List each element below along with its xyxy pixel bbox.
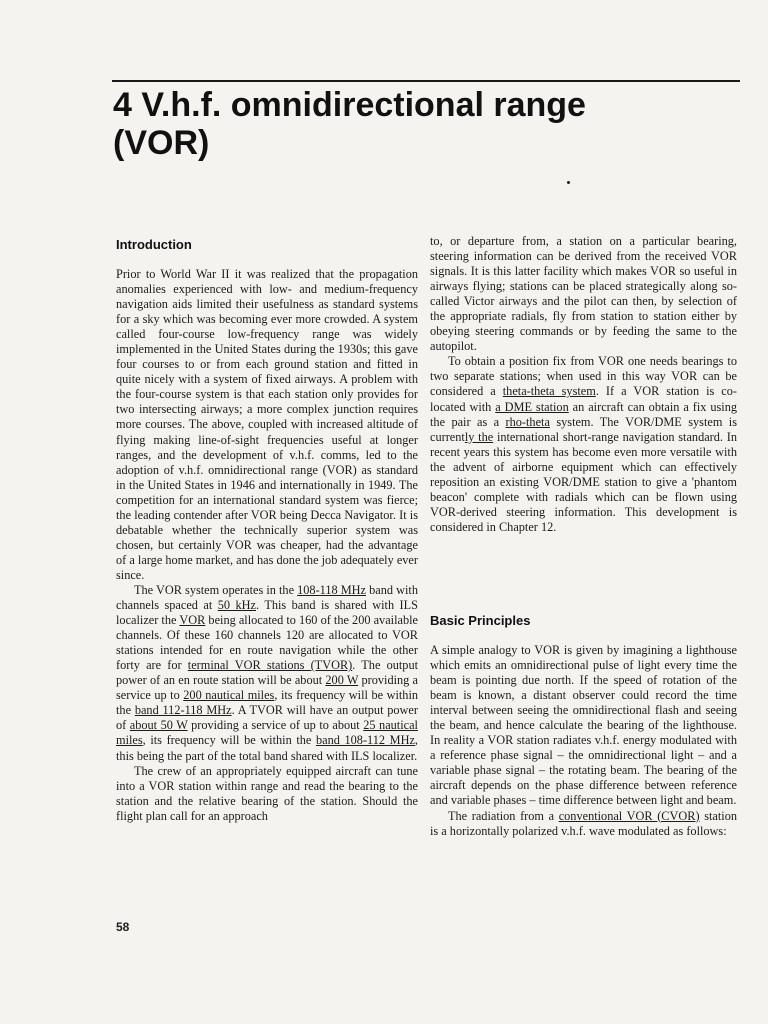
section-heading-introduction: Introduction: [116, 237, 192, 252]
basic-paragraph-2: The radiation from a conventional VOR (CVOR) station is a horizontally polarized v.h.f. wave modulated as follows:: [430, 808, 737, 838]
basic-principles-body: [430, 643, 737, 839]
right-column: [430, 234, 737, 535]
right-paragraph-2: To obtain a position fix from VOR one needs bearings to two separate stations; when used in this way VOR can be considered a theta-theta system. If a VOR station is co-located with a DME station an aircraft can obtain a fix using the pair as a rho-theta system. The VOR/DME system is currently the international short-range navigation standard. In recent years this system has become even more versatile with the advent of airborne equipment which can effectively reposition an existing VOR/DME station to give a 'phantom beacon' complete with radials which can be flown using VOR-derived steering information. This development is considered in Chapter 12.: [430, 354, 738, 534]
intro-paragraph-1: Prior to World War II it was realized that the propagation anomalies experienced with low- and medium-frequency navigation aids limited their usefulness as standard systems for a sky which was becoming ever more crowded. A system called four-course low-frequency range was widely implemented in the United States during the 1930s; this gave four courses to or from each ground station and fitted in quite nicely with a system of fixed airways. A problem with the four-course system is that each station only provides for two intersecting airways; a more complex junction requires more courses. The above, coupled with increased altitude of flying making line-of-sight frequencies useful at longer ranges, and the development of v.h.f. comms, led to the adoption of v.h.f. omnidirectional range (VOR) as standard in the United States in 1946 and internationally in 1949. The competition for an international standard system was fierce; the leading contender after VOR being Decca Navigator. It is debatable whether the technically superior system was chosen, but certainly VOR was cheaper, had the advantage of a large home market, and has done the job adequately ever since.: [116, 267, 418, 582]
chapter-title-line-2: (VOR): [113, 124, 210, 162]
chapter-title-line-1: 4 V.h.f. omnidirectional range: [113, 86, 586, 124]
chapter-title: [113, 86, 733, 162]
left-column: [116, 267, 418, 824]
top-rule: [112, 80, 740, 82]
page-number: 58: [116, 920, 130, 934]
intro-paragraph-2: The VOR system operates in the 108-118 MHz band with channels spaced at 50 kHz. This band is shared with ILS localizer the VOR being allocated to 160 of the 200 available channels. Of these 160 channels 120 are allocated to VOR stations intended for en route navigation while the other forty are for terminal VOR stations (TVOR). The output power of an en route station will be about 200 W providing a service up to 200 nautical miles, its frequency will be within the band 112-118 MHz. A TVOR will have an output power of about 50 W providing a service of up to about 25 nautical miles, its frequency will be within the band 108-112 MHz, this being the part of the total band shared with ILS localizer.: [116, 582, 419, 763]
ink-speck: [567, 181, 570, 184]
section-heading-basic-principles: Basic Principles: [430, 613, 531, 628]
right-paragraph-1: to, or departure from, a station on a particular bearing, steering information can be derived from the received VOR signals. It is this latter facility which makes VOR so useful in airways flying; stations can be placed strategically along so-called Victor airways and the pilot can then, by selection of the appropriate radials, fly from station to station either by obeying steering commands or by feeding the same to the autopilot.: [430, 234, 737, 354]
basic-paragraph-1: A simple analogy to VOR is given by imagining a lighthouse which emits an omnidirectional pulse of light every time the beam is pointing due north. If the speed of rotation of the beam is known, a distant observer could record the time interval between seeing the omnidirectional flash and seeing the beam, and hence calculate the bearing of the lighthouse. In reality a VOR station radiates v.h.f. energy modulated with a reference phase signal – the omnidirectional light – and a variable phase signal – the rotating beam. The bearing of the aircraft depends on the phase difference between reference and variable phases – time difference between light and beam.: [430, 643, 737, 808]
intro-paragraph-3: The crew of an appropriately equipped aircraft can tune into a VOR station within range and read the bearing to the station and the relative bearing of the station. Should the flight plan call for an approach: [116, 763, 418, 823]
